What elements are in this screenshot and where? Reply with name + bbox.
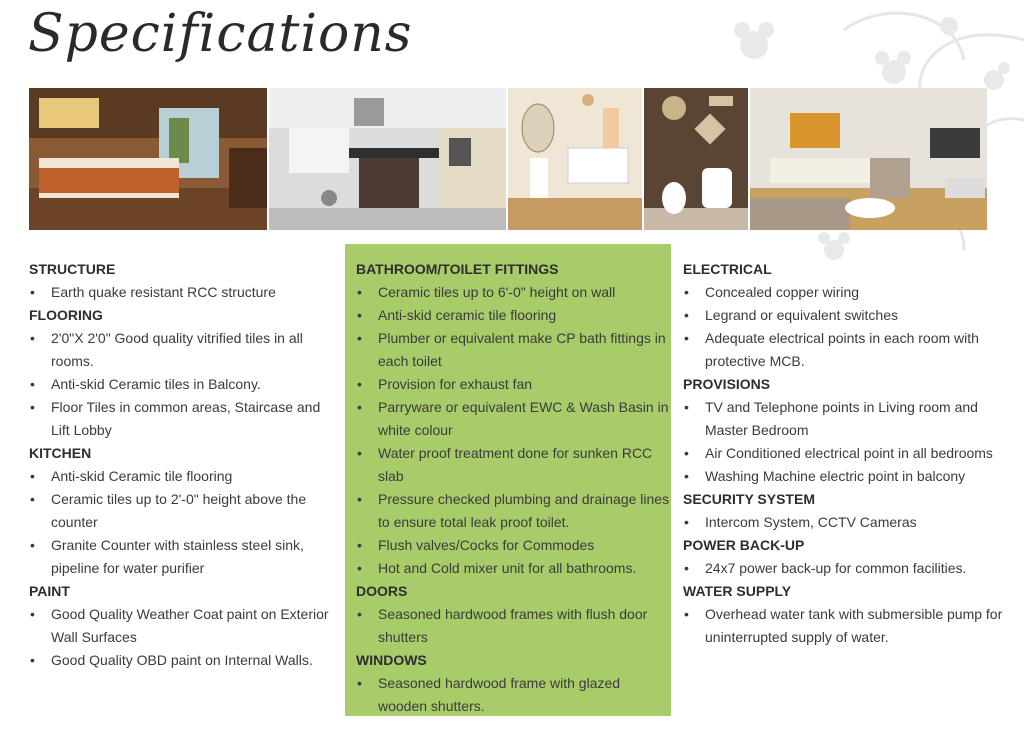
section-windows bbox=[356, 649, 671, 718]
list-item: • 2'0"X 2'0" Good quality vitrified tiles in all rooms. bbox=[29, 327, 339, 373]
list-item: • Plumber or equivalent make CP bath fittings in each toilet bbox=[356, 327, 671, 373]
photo-kitchen bbox=[269, 88, 507, 230]
list-item: • Earth quake resistant RCC structure bbox=[29, 281, 339, 304]
list-item: • Parryware or equivalent EWC & Wash Basin in white colour bbox=[356, 396, 671, 442]
list-item: • Pressure checked plumbing and drainage lines to ensure total leak proof toilet. bbox=[356, 488, 671, 534]
list-item: • Air Conditioned electrical point in all bedrooms bbox=[683, 442, 1003, 465]
list-item: • Water proof treatment done for sunken RCC slab bbox=[356, 442, 671, 488]
photo-toilet bbox=[644, 88, 748, 230]
list-item: • Seasoned hardwood frames with flush door shutters bbox=[356, 603, 671, 649]
list-item: • Ceramic tiles up to 2'-0" height above the counter bbox=[29, 488, 339, 534]
section-doors bbox=[356, 580, 671, 649]
section-heading: KITCHEN bbox=[29, 445, 92, 461]
photo-strip bbox=[29, 88, 987, 230]
list-item: • Adequate electrical points in each room with protective MCB. bbox=[683, 327, 1003, 373]
list-item: • Overhead water tank with submersible pump for uninterrupted supply of water. bbox=[683, 603, 1003, 649]
section-kitchen bbox=[29, 442, 339, 580]
list-item: • Anti-skid Ceramic tile flooring bbox=[29, 465, 339, 488]
photo-bathroom bbox=[508, 88, 642, 230]
section-heading: ELECTRICAL bbox=[683, 261, 772, 277]
section-bathroom-fittings bbox=[356, 258, 671, 580]
list-item: • Good Quality OBD paint on Internal Walls. bbox=[29, 649, 339, 672]
section-heading: POWER BACK-UP bbox=[683, 537, 805, 553]
list-item: • 24x7 power back-up for common facilities. bbox=[683, 557, 1003, 580]
section-structure bbox=[29, 258, 339, 304]
list-item: • Anti-skid Ceramic tiles in Balcony. bbox=[29, 373, 339, 396]
section-heading: STRUCTURE bbox=[29, 261, 116, 277]
list-item: • Intercom System, CCTV Cameras bbox=[683, 511, 1003, 534]
section-security-system bbox=[683, 488, 1003, 534]
section-heading: WATER SUPPLY bbox=[683, 583, 792, 599]
section-heading: SECURITY SYSTEM bbox=[683, 491, 815, 507]
list-item: • Hot and Cold mixer unit for all bathrooms. bbox=[356, 557, 671, 580]
list-item: • Floor Tiles in common areas, Staircase and Lift Lobby bbox=[29, 396, 339, 442]
section-heading: FLOORING bbox=[29, 307, 103, 323]
list-item: • Granite Counter with stainless steel sink, pipeline for water purifier bbox=[29, 534, 339, 580]
list-item: • Concealed copper wiring bbox=[683, 281, 1003, 304]
section-heading: PROVISIONS bbox=[683, 376, 771, 392]
list-item: • Seasoned hardwood frame with glazed wooden shutters. bbox=[356, 672, 671, 718]
list-item: • Anti-skid ceramic tile flooring bbox=[356, 304, 671, 327]
section-water-supply bbox=[683, 580, 1003, 649]
section-power-backup bbox=[683, 534, 1003, 580]
column-left bbox=[29, 258, 339, 672]
list-item: • Provision for exhaust fan bbox=[356, 373, 671, 396]
section-provisions bbox=[683, 373, 1003, 488]
section-paint bbox=[29, 580, 339, 672]
page-title: Specifications bbox=[28, 4, 413, 64]
list-item: • Ceramic tiles up to 6'-0" height on wall bbox=[356, 281, 671, 304]
list-item: • Legrand or equivalent switches bbox=[683, 304, 1003, 327]
photo-living-room bbox=[750, 88, 988, 230]
photo-bedroom bbox=[29, 88, 267, 230]
section-heading: PAINT bbox=[29, 583, 70, 599]
list-item: • Good Quality Weather Coat paint on Exterior Wall Surfaces bbox=[29, 603, 339, 649]
list-item: • TV and Telephone points in Living room and Master Bedroom bbox=[683, 396, 1003, 442]
column-right bbox=[683, 258, 1003, 649]
list-item: • Washing Machine electric point in balcony bbox=[683, 465, 1003, 488]
section-heading: BATHROOM/TOILET FITTINGS bbox=[356, 261, 559, 277]
section-flooring bbox=[29, 304, 339, 442]
column-middle-panel bbox=[345, 244, 671, 716]
list-item: • Flush valves/Cocks for Commodes bbox=[356, 534, 671, 557]
section-heading: DOORS bbox=[356, 583, 408, 599]
section-heading: WINDOWS bbox=[356, 652, 427, 668]
section-electrical bbox=[683, 258, 1003, 373]
